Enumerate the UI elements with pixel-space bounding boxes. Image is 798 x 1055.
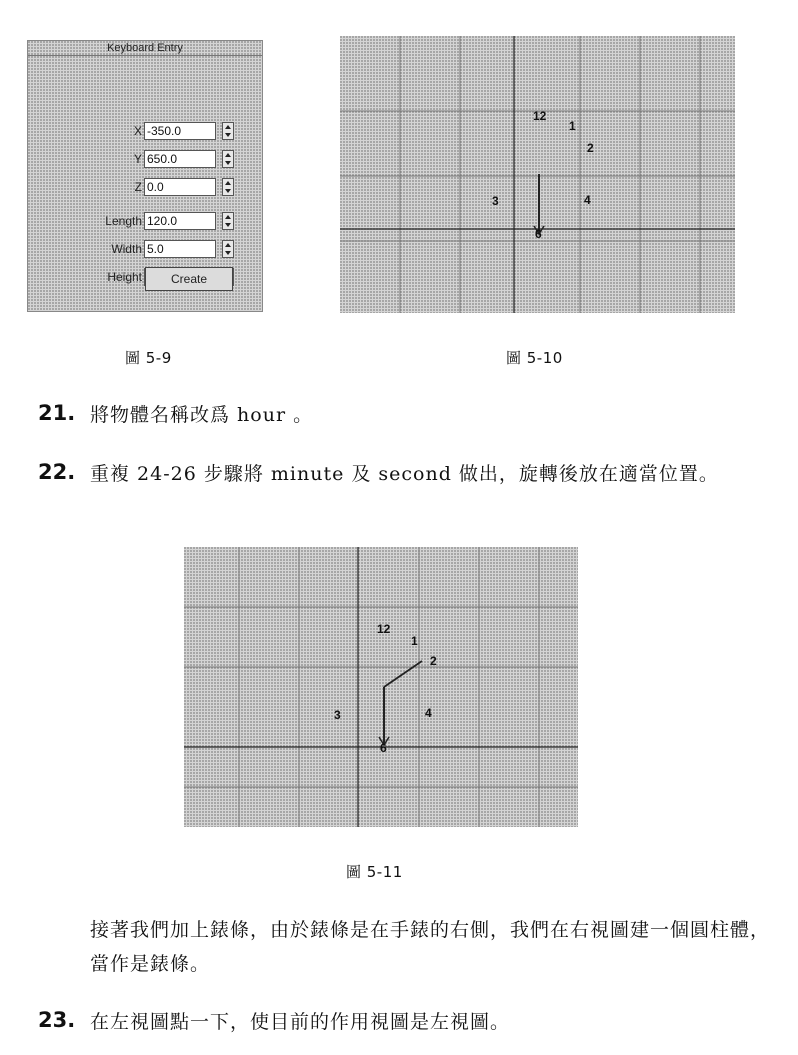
clock-label-6: 6 xyxy=(380,741,387,755)
keyboard-entry-panel xyxy=(27,40,263,312)
field-label-z: Z xyxy=(134,180,142,194)
figure-caption-5-10: 圖 5-10 xyxy=(506,349,563,367)
viewport-drawing xyxy=(340,36,735,313)
step-number-22: 22. xyxy=(38,460,76,484)
length-input[interactable]: 120.0 xyxy=(144,212,216,230)
y-input[interactable]: 650.0 xyxy=(144,150,216,168)
panel-title: Keyboard Entry xyxy=(28,41,262,56)
field-row-z xyxy=(28,177,264,199)
field-label-length: Length xyxy=(105,214,142,228)
figure-caption-5-11: 圖 5-11 xyxy=(346,863,403,881)
field-label-x: X xyxy=(133,124,142,138)
z-spinner[interactable] xyxy=(222,178,234,196)
create-button[interactable]: Create xyxy=(145,267,233,291)
clock-label-3: 3 xyxy=(492,194,499,208)
step-number-23: 23. xyxy=(38,1008,76,1032)
viewport-drawing xyxy=(184,547,578,827)
step-number-21: 21. xyxy=(38,401,76,425)
figure-caption-5-9: 圖 5-9 xyxy=(125,349,172,367)
clock-label-12: 12 xyxy=(377,622,391,636)
field-row-length xyxy=(28,211,264,233)
field-label-height: Height xyxy=(107,270,142,284)
field-row-x xyxy=(28,121,264,143)
minute-hand xyxy=(384,661,422,687)
clock-label-2: 2 xyxy=(430,654,437,668)
clock-label-4: 4 xyxy=(425,706,432,720)
viewport-figure-5-11[interactable] xyxy=(184,547,578,827)
clock-label-2: 2 xyxy=(587,141,594,155)
clock-label-6: 6 xyxy=(535,227,542,241)
clock-label-4: 4 xyxy=(584,193,591,207)
length-spinner[interactable] xyxy=(222,212,234,230)
field-label-y: Y xyxy=(133,152,142,166)
viewport-grid xyxy=(184,547,578,827)
clock-label-12: 12 xyxy=(533,109,547,123)
width-spinner[interactable] xyxy=(222,240,234,258)
viewport-figure-5-10[interactable] xyxy=(340,36,735,313)
field-row-y xyxy=(28,149,264,171)
x-input[interactable]: -350.0 xyxy=(144,122,216,140)
step-text-21: 將物體名稱改爲 hour 。 xyxy=(90,404,314,426)
y-spinner[interactable] xyxy=(222,150,234,168)
width-input[interactable]: 5.0 xyxy=(144,240,216,258)
x-spinner[interactable] xyxy=(222,122,234,140)
clock-label-1: 1 xyxy=(569,119,576,133)
step-text-22: 重複 24-26 步驟將 minute 及 second 做出，旋轉後放在適當位置。 xyxy=(90,463,719,485)
step-text-23: 在左視圖點一下，使目前的作用視圖是左視圖。 xyxy=(90,1011,511,1033)
instruction-paragraph: 接著我們加上錶條，由於錶條是在手錶的右側，我們在右視圖建一個圓柱體，當作是錶條。 xyxy=(90,919,771,975)
field-label-width: Width xyxy=(111,242,142,256)
z-input[interactable]: 0.0 xyxy=(144,178,216,196)
clock-label-3: 3 xyxy=(334,708,341,722)
field-row-width xyxy=(28,239,264,261)
clock-label-1: 1 xyxy=(411,634,418,648)
viewport-grid xyxy=(340,36,735,313)
